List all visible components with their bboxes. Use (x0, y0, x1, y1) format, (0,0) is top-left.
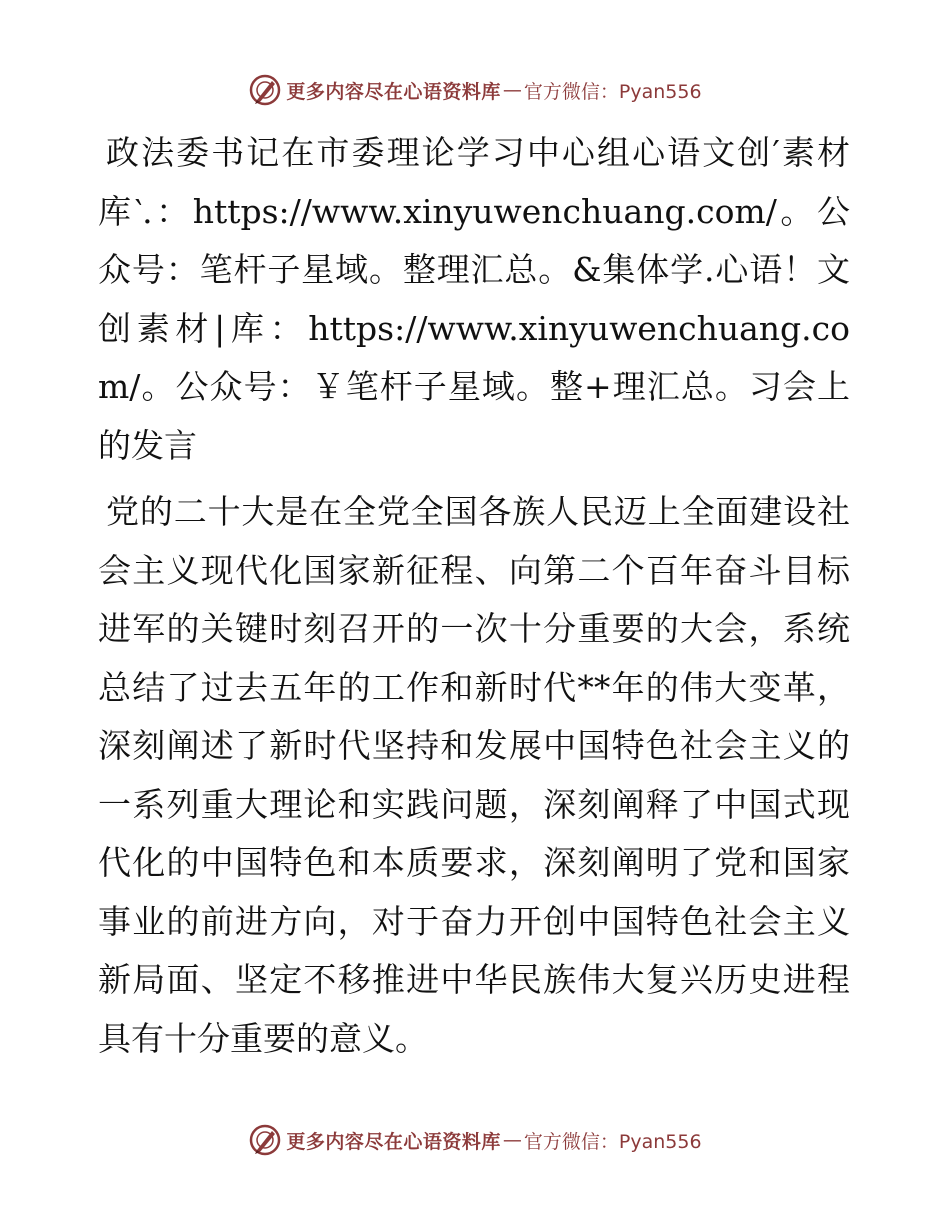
banner-separator: — (502, 79, 522, 101)
banner-account: 官方微信：Pyan556 (523, 1130, 702, 1153)
document-body (98, 124, 850, 1076)
pen-logo-icon (248, 1123, 282, 1157)
banner-text: 更多内容尽在心语资料库 (286, 1130, 501, 1153)
banner-account: 官方微信：Pyan556 (523, 80, 702, 103)
pen-logo-icon (248, 73, 282, 107)
banner-separator: — (502, 1129, 522, 1151)
paragraph-title: 政法委书记在市委理论学习中心组心语文创′素材库‵.：https://www.xinyuwenchuang.com/。公众号：笔杆子星域。整理汇总。&集体学.心语！文创素材|库：https://www.xinyuwenchuang.com/。公众号：￥笔杆子星域。整+理汇总。习会上的发言 (98, 133, 850, 465)
banner-text: 更多内容尽在心语资料库 (286, 80, 501, 103)
paragraph-body: 党的二十大是在全党全国各族人民迈上全面建设社会主义现代化国家新征程、向第二个百年奋斗目标进军的关键时刻召开的一次十分重要的大会，系统总结了过去五年的工作和新时代**年的伟大变革，深刻阐述了新时代坚持和发展中国特色社会主义的一系列重大理论和实践问题，深刻阐释了中国式现代化的中国特色和本质要求，深刻阐明了党和国家事业的前进方向，对于奋力开创中国特色社会主义新局面、坚定不移推进中华民族伟大复兴历史进程具有十分重要的意义。 (98, 492, 850, 1058)
header-banner (0, 70, 950, 110)
footer-banner (0, 1120, 950, 1160)
